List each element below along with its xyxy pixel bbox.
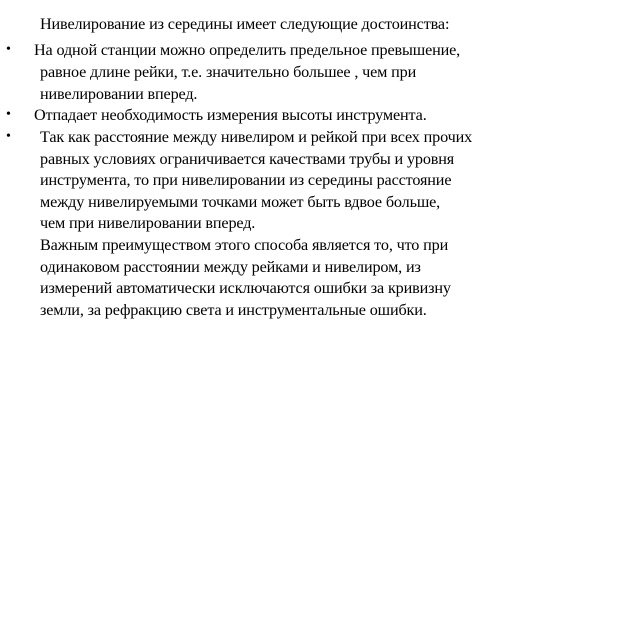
- bullet-2-marker: •: [6, 107, 11, 122]
- bullet-1-line-2: равное длине рейки, т.е. значительно большее , чем при: [40, 63, 417, 81]
- bullet-3-line-5: чем при нивелировании вперед.: [40, 214, 256, 232]
- intro-line: Нивелирование из середины имеет следующие достоинства:: [40, 15, 450, 33]
- bullet-3-line-2: равных условиях ограничивается качествами трубы и уровня: [40, 150, 455, 168]
- closing-line-3: измерений автоматически исключаются ошибки за кривизну: [40, 279, 451, 297]
- bullet-1-line-1: На одной станции можно определить предельное превышение,: [34, 41, 461, 59]
- bullet-3-marker: •: [6, 129, 11, 144]
- closing-line-4: земли, за рефракцию света и инструментальные ошибки.: [40, 301, 427, 319]
- bullet-3-line-1: Так как расстояние между нивелиром и рейкой при всех прочих: [40, 128, 473, 146]
- closing-line-2: одинаковом расстоянии между рейками и нивелиром, из: [40, 258, 421, 276]
- bullet-3-line-4: между нивелируемыми точками может быть вдвое больше,: [40, 193, 441, 211]
- bullet-2-line-1: Отпадает необходимость измерения высоты инструмента.: [34, 106, 427, 124]
- bullet-1-line-3: нивелировании вперед.: [40, 85, 198, 103]
- bullet-3-line-3: инструмента, то при нивелировании из середины расстояние: [40, 171, 452, 189]
- closing-line-1: Важным преимуществом этого способа является то, что при: [40, 236, 449, 254]
- bullet-1-marker: •: [6, 42, 11, 57]
